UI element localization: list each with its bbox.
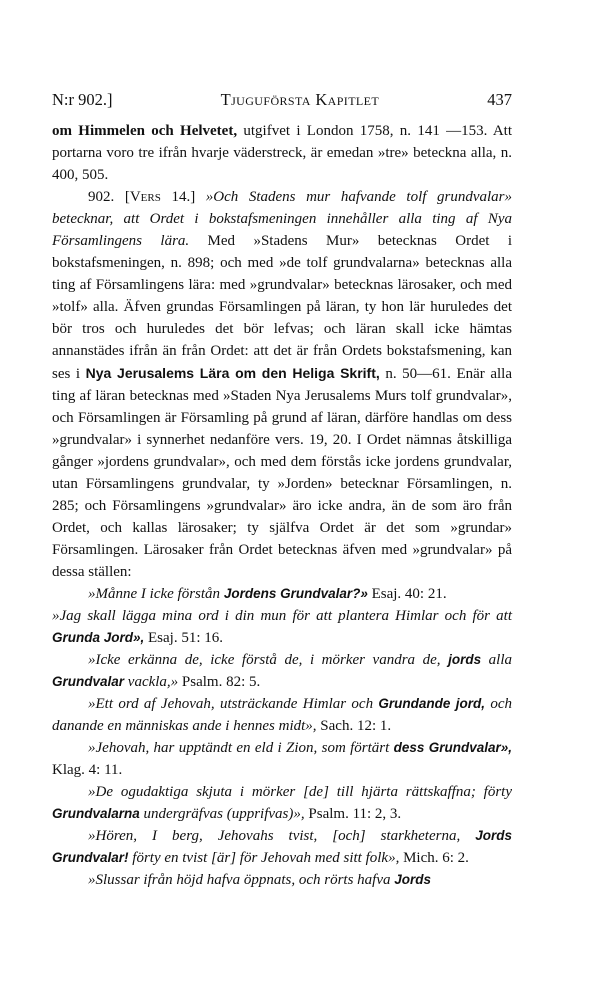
quotation: »Slussar ifrån höjd hafva öppnats, och rörts hafva Jords [88, 872, 432, 888]
quotation: »Ett ord af Jehovah, utsträckande Himlar och Grundande jord, och danande en människas ande i hennes midt», Sach. 12: 1. [52, 696, 512, 734]
quotation: »Hören, I berg, Jehovahs tvist, [och] starkheterna, Jords Grundvalar! förty en tvist [är] för Jehovah med sitt folk», Mich. 6: 2. [52, 828, 512, 866]
quotation: »Jag skall lägga mina ord i din mun för att plantera Himlar och för att Grunda Jord», Esaj. 51: 16. [52, 608, 512, 646]
paragraph-902: 902. [Vers 14.] »Och Stadens mur hafvande tolf grundvalar» betecknar, att Ordet i bokstafsmeningen innehåller alla ting af Nya Församlingens lära. Med »Stadens Mur» betecknas Ordet i bokstafsmeningen, n. 898; och med »de tolf grundvalarna» betecknas alla ting af Församlingens lära: med »grundvalar» betecknas lärosaker, och med »tolf» alla. Äfven grundas Församlingen på läran, ty hon lär huruledes det bör tros och huruledes det bör lefvas; och läran skall icke hämtas annanstädes ifrån än från Ordet: att det är från Ordets bokstafsmening, kan ses i Nya Jerusalems Lära om den Heliga Skrift, n. 50—61. Enär alla ting af läran betecknas med »Staden Nya Jerusalems Murs tolf grundvalar», och Församlingen är Församling på grund af läran, därföre handlas om dess »grundvalar» i synnerhet nedanföre vers. 19, 20. I Ordet nämnas åtskilliga gånger »jordens grundvalar», och med dem förstås icke jordens grundvalar, utan Församlingens grundvalar, ty »Jorden» betecknar Församlingen, n. 285; och Församlingens »grundvalar» äro icke andra, än de som äro från Ordet, och kallas lärosaker; ty själfva Ordet är det som »grundar» Församlingen. Lärosaker från Ordet betecknas äfven med »grundvalar» på dessa ställen: [52, 189, 513, 580]
paragraph-continuation: om Himmelen och Helvetet, utgifvet i London 1758, n. 141 —153. Att portarna voro tre ifrån hvarje väderstreck, är emedan »tre» betecknа alla, n. 400, 505. [52, 123, 512, 183]
quotation: »De ogudaktiga skjuta i mörker [de] till hjärta rättskaffna; förty Grundvalarna undergräfvas (upprifvas)», Psalm. 11: 2, 3. [52, 784, 512, 822]
chapter-title: Tjuguförsta Kapitlet [220, 90, 380, 109]
quotation: »Jehovah, har upptändt en eld i Zion, som förtärt dess Grundvalar», Klag. 4: 11. [52, 740, 512, 778]
section-number: N:r 902.] [52, 90, 113, 109]
page-number: 437 [487, 90, 512, 109]
running-header [52, 90, 512, 110]
quotation: »Månne I icke förstån Jordens Grundvalar?» Esaj. 40: 21. [88, 586, 447, 602]
page-body [52, 120, 512, 891]
quotation: »Icke erkänna de, icke förstå de, i mörker vandra de, jords alla Grundvalar vackla,» Psalm. 82: 5. [52, 652, 512, 690]
